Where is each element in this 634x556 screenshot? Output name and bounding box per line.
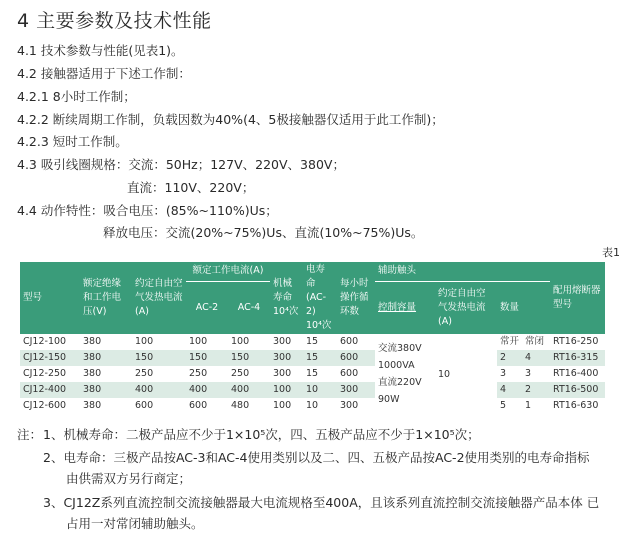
cell-ops: 600	[340, 368, 359, 379]
cell-mech: 100	[270, 382, 303, 398]
cell-nc: 4	[522, 350, 550, 366]
header-ac4: AC-4	[228, 281, 270, 334]
cell-nc: 1	[525, 400, 532, 411]
cell-thermal: 600	[135, 400, 154, 411]
cell-thermal: 250	[135, 368, 154, 379]
cell-elec: 10	[303, 382, 337, 398]
cell-ac2: 250	[189, 368, 208, 379]
table-caption: 表1	[602, 246, 620, 259]
cell-thermal: 150	[132, 350, 186, 366]
header-elec-life: 电寿命(AC-2) 10⁴次	[303, 262, 337, 334]
cell-ac2: 400	[186, 382, 228, 398]
cell-ac4: 400	[228, 382, 270, 398]
cell-aux-capacity: 交流380V 1000VA 直流220V 90W	[378, 343, 422, 405]
cell-nc: 3	[525, 368, 532, 379]
header-aux: 辅助触头	[375, 262, 550, 281]
header-thermal: 约定自由空气发热电流(A)	[132, 262, 186, 334]
cell-aux-nc-label: 常闭	[525, 336, 545, 347]
cell-ac4: 150	[228, 350, 270, 366]
cell-thermal: 400	[132, 382, 186, 398]
cell-elec: 15	[306, 368, 319, 379]
table-row	[20, 398, 605, 414]
cell-voltage: 380	[80, 350, 132, 366]
spec-line-dc: 直流：110V、220V；	[127, 180, 255, 195]
cell-ac4: 250	[231, 368, 250, 379]
table-row	[20, 334, 605, 350]
cell-ops: 600	[340, 336, 359, 347]
cell-aux-thermal: 10	[438, 368, 451, 380]
cell-model: CJ12-250	[23, 368, 67, 379]
cell-no: 5	[500, 400, 507, 411]
note-1: 1、机械寿命：二极产品应不少于1×10⁵次，四、五极产品应不少于1×10⁵次；	[43, 427, 480, 442]
table-row	[20, 350, 605, 366]
cell-mech: 300	[270, 350, 303, 366]
cell-no: 4	[497, 382, 522, 398]
spec-line-4-2-3: 4.2.3 短时工作制。	[17, 134, 128, 149]
cell-mech: 300	[273, 336, 292, 347]
spec-table	[20, 262, 605, 414]
header-fuse: 配用熔断器型号	[550, 262, 605, 334]
cell-model: CJ12-100	[23, 336, 67, 347]
note-2a: 2、电寿命：三极产品按AC-3和AC-4使用类别以及二、四、五极产品按AC-2使用类别的电寿命指标	[43, 450, 590, 465]
cell-model: CJ12-600	[23, 400, 67, 411]
header-rated-current: 额定工作电流(A)	[186, 262, 270, 281]
spec-line-4-2-2: 4.2.2 断续周期工作制，负载因数为40%(4、5极接触器仅适用于此工作制)；	[17, 112, 444, 127]
notes-label: 注：	[17, 427, 43, 442]
header-insulation: 额定绝缘和工作电压(V)	[80, 262, 132, 334]
cell-elec: 15	[306, 336, 319, 347]
header-ac2: AC-2	[186, 281, 228, 334]
cell-thermal: 100	[135, 336, 154, 347]
cell-aux-no-label: 常开	[500, 336, 520, 347]
note-3b: 占用一对常闭辅助触头。	[66, 516, 204, 531]
cell-voltage: 380	[83, 336, 102, 347]
cell-ac4: 480	[231, 400, 250, 411]
cell-mech: 300	[273, 368, 292, 379]
section-title: 4 主要参数及技术性能	[17, 10, 212, 32]
note-2b: 由供需双方另行商定；	[66, 471, 192, 486]
cell-ops: 300	[340, 400, 359, 411]
spec-line-4-1: 4.1 技术参数与性能(见表1)。	[17, 43, 184, 58]
spec-line-4-2: 4.2 接触器适用于下述工作制：	[17, 66, 191, 81]
header-aux-thermal: 约定自由空气发热电流(A)	[435, 281, 497, 334]
cell-fuse: RT16-630	[553, 400, 599, 411]
header-ops-per-hour: 每小时操作循环数	[337, 262, 375, 334]
header-mech-life: 机械寿命 10⁴次	[270, 262, 303, 334]
cell-fuse: RT16-315	[550, 350, 605, 366]
table-row	[20, 382, 605, 398]
table-row	[20, 366, 605, 382]
spec-line-4-3: 4.3 吸引线圈规格：交流：50Hz；127V、220V、380V；	[17, 157, 345, 172]
cell-fuse: RT16-250	[553, 336, 599, 347]
cell-nc: 2	[522, 382, 550, 398]
spec-line-4-2-1: 4.2.1 8小时工作制；	[17, 89, 136, 104]
cell-no: 3	[500, 368, 507, 379]
cell-voltage: 380	[80, 382, 132, 398]
cell-ac2: 600	[189, 400, 208, 411]
spec-line-release: 释放电压：交流(20%~75%)Us、直流(10%~75%)Us。	[103, 225, 424, 240]
header-aux-capacity: 控制容量	[375, 281, 435, 334]
cell-ac2: 100	[189, 336, 208, 347]
cell-ac2: 150	[186, 350, 228, 366]
cell-fuse: RT16-500	[550, 382, 605, 398]
cell-ops: 300	[337, 382, 375, 398]
cell-no: 2	[497, 350, 522, 366]
cell-fuse: RT16-400	[553, 368, 599, 379]
cell-voltage: 380	[83, 400, 102, 411]
header-aux-count: 数量	[497, 281, 550, 334]
cell-mech: 100	[273, 400, 292, 411]
cell-voltage: 380	[83, 368, 102, 379]
cell-elec: 15	[303, 350, 337, 366]
cell-model: CJ12-400	[20, 382, 80, 398]
cell-elec: 10	[306, 400, 319, 411]
cell-ops: 600	[337, 350, 375, 366]
cell-ac4: 100	[231, 336, 250, 347]
cell-model: CJ12-150	[20, 350, 80, 366]
note-3a: 3、CJ12Z系列直流控制交流接触器最大电流规格至400A，且该系列直流控制交流接触器产品本体 已	[43, 495, 600, 510]
spec-line-4-4: 4.4 动作特性：吸合电压：(85%~110%)Us；	[17, 203, 278, 218]
header-model: 型号	[20, 262, 80, 334]
